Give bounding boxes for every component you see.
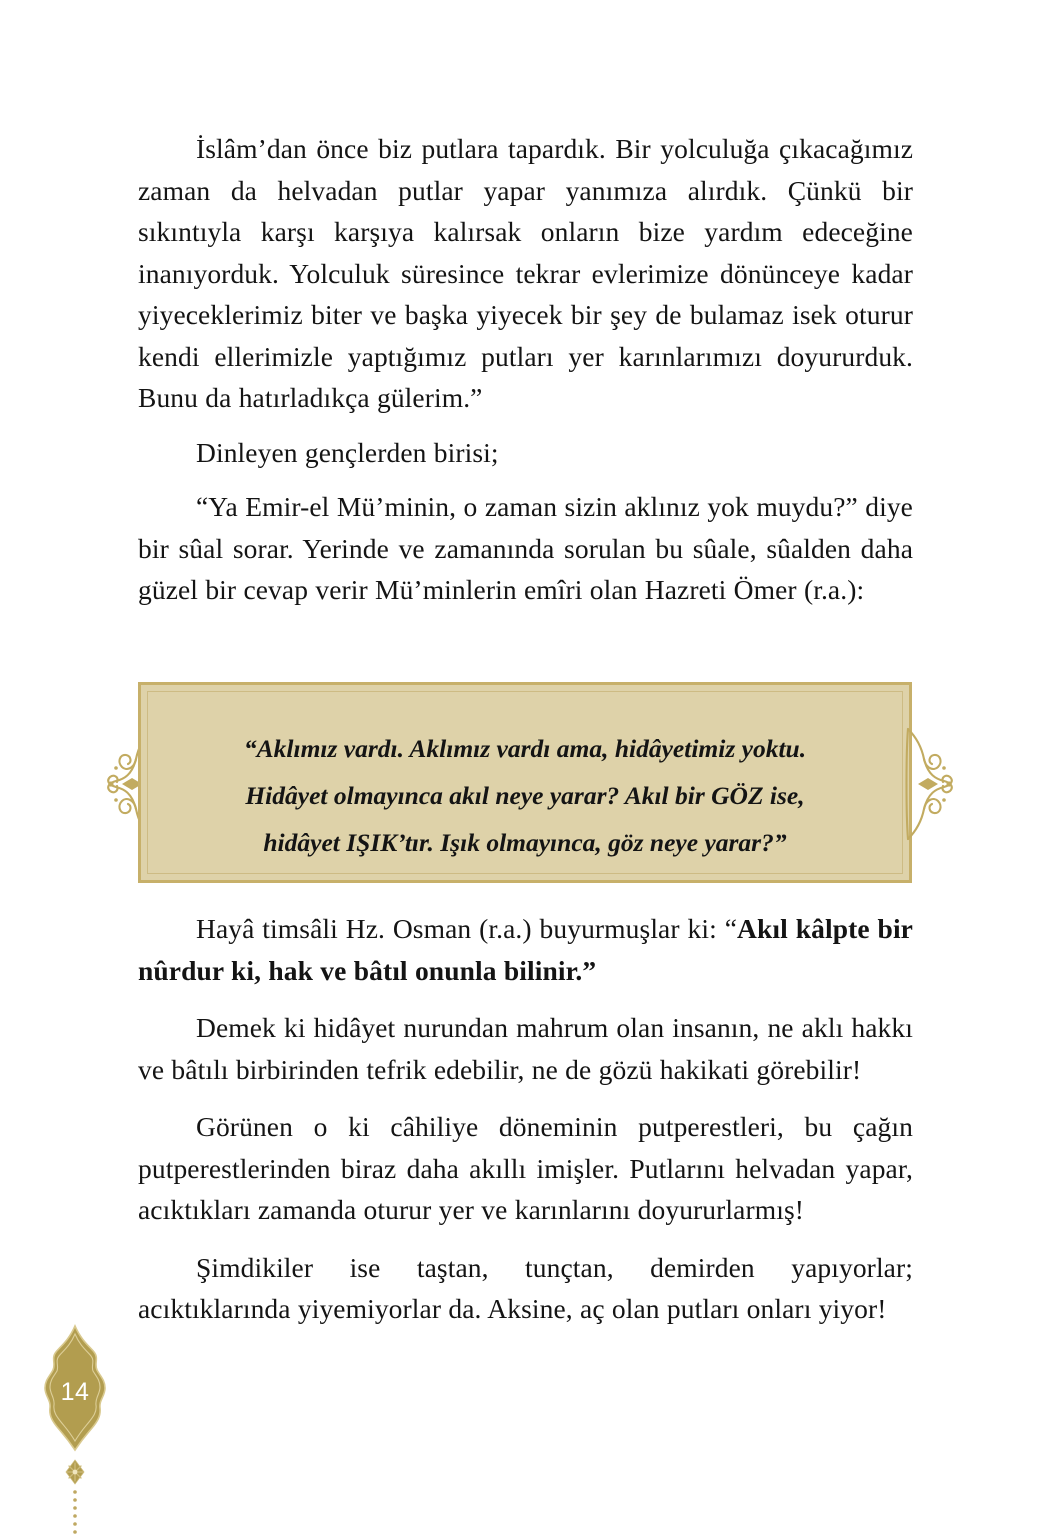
quote-box-region [100,676,960,891]
quote-line-3: hidâyet IŞIK’tır. Işık olmayınca, göz neye yarar?” [263,828,787,857]
paragraph-osman-bold: Akıl kâlpte bir nûrdur ki, hak ve bâtıl onunla bilinir.” [138,913,913,986]
paragraph-gap [138,991,913,1007]
text-column-lower [138,908,913,1330]
paragraph-listener: Dinleyen gençlerden birisi; [196,436,499,468]
quote-text [141,685,909,866]
paragraph-gap [138,473,913,486]
quote-line-1: “Aklımız vardı. Aklımız vardı ama, hidâyetimiz yoktu. [243,734,807,763]
text-column [138,128,913,611]
paragraph-gap [138,1231,913,1247]
paragraph-demek: Demek ki hidâyet nurundan mahrum olan insanın, ne aklı hakkı ve bâtılı birbirinden tefrik edebilir, ne de gözü hakikati görebilir! [138,1012,913,1085]
quote-line-2: Hidâyet olmayınca akıl neye yarar? Akıl bir GÖZ ise, [245,781,805,810]
paragraph-osman-lead: Hayâ timsâli Hz. Osman (r.a.) buyurmuşlar ki: “ [196,913,738,944]
paragraph-idols: İslâm’dan önce biz putlara tapardık. Bir yolculuğa çıkacağımız zaman da helvadan putlar yapar yanımıza alırdık. Çünkü bir sıkıntıyla karşı karşıya kalırsak onların bize yardım edeceğine inanıyorduk. Yolculuk süresince tekrar evlerimize dönünceye kadar yiyeceklerimiz biter ve başka yiyecek bir şey de bulamaz isek oturur kendi ellerimizle yaptığımız putları yer karınlarımızı doyururduk. Bunu da hatırladıkça gülerim.” [138,133,913,413]
page-number-badge [37,1322,113,1537]
paragraph-simdikiler: Şimdikiler ise taştan, tunçtan, demirden yapıyorlar; acıktıklarında yiyemiyorlar da. Aksine, aç olan putları onları yiyor! [138,1251,913,1324]
paragraph-osman [138,908,913,991]
quote-box [138,682,912,883]
page-number-label: 14 [60,1378,90,1406]
paragraph-gap [138,419,913,432]
paragraph-question: “Ya Emir-el Mü’minin, o zaman sizin aklınız yok muydu?” diye bir sûal sorar. Yerinde ve zamanında sorulan bu sûale, sûalden daha güzel bir cevap verir Mü’minlerin emîri olan Hazreti Ömer (r.a.): [138,491,913,605]
paragraph-gorunen: Görünen o ki câhiliye döneminin putperestleri, bu çağın putperestlerinden biraz daha akıllı imişler. Putlarını helvadan yapar, acıktıkları zamanda oturur yer ve karınlarını doyururlarmış! [138,1111,913,1225]
paragraph-gap [138,1090,913,1106]
scalloped-lozenge-ornament-icon [37,1322,113,1537]
